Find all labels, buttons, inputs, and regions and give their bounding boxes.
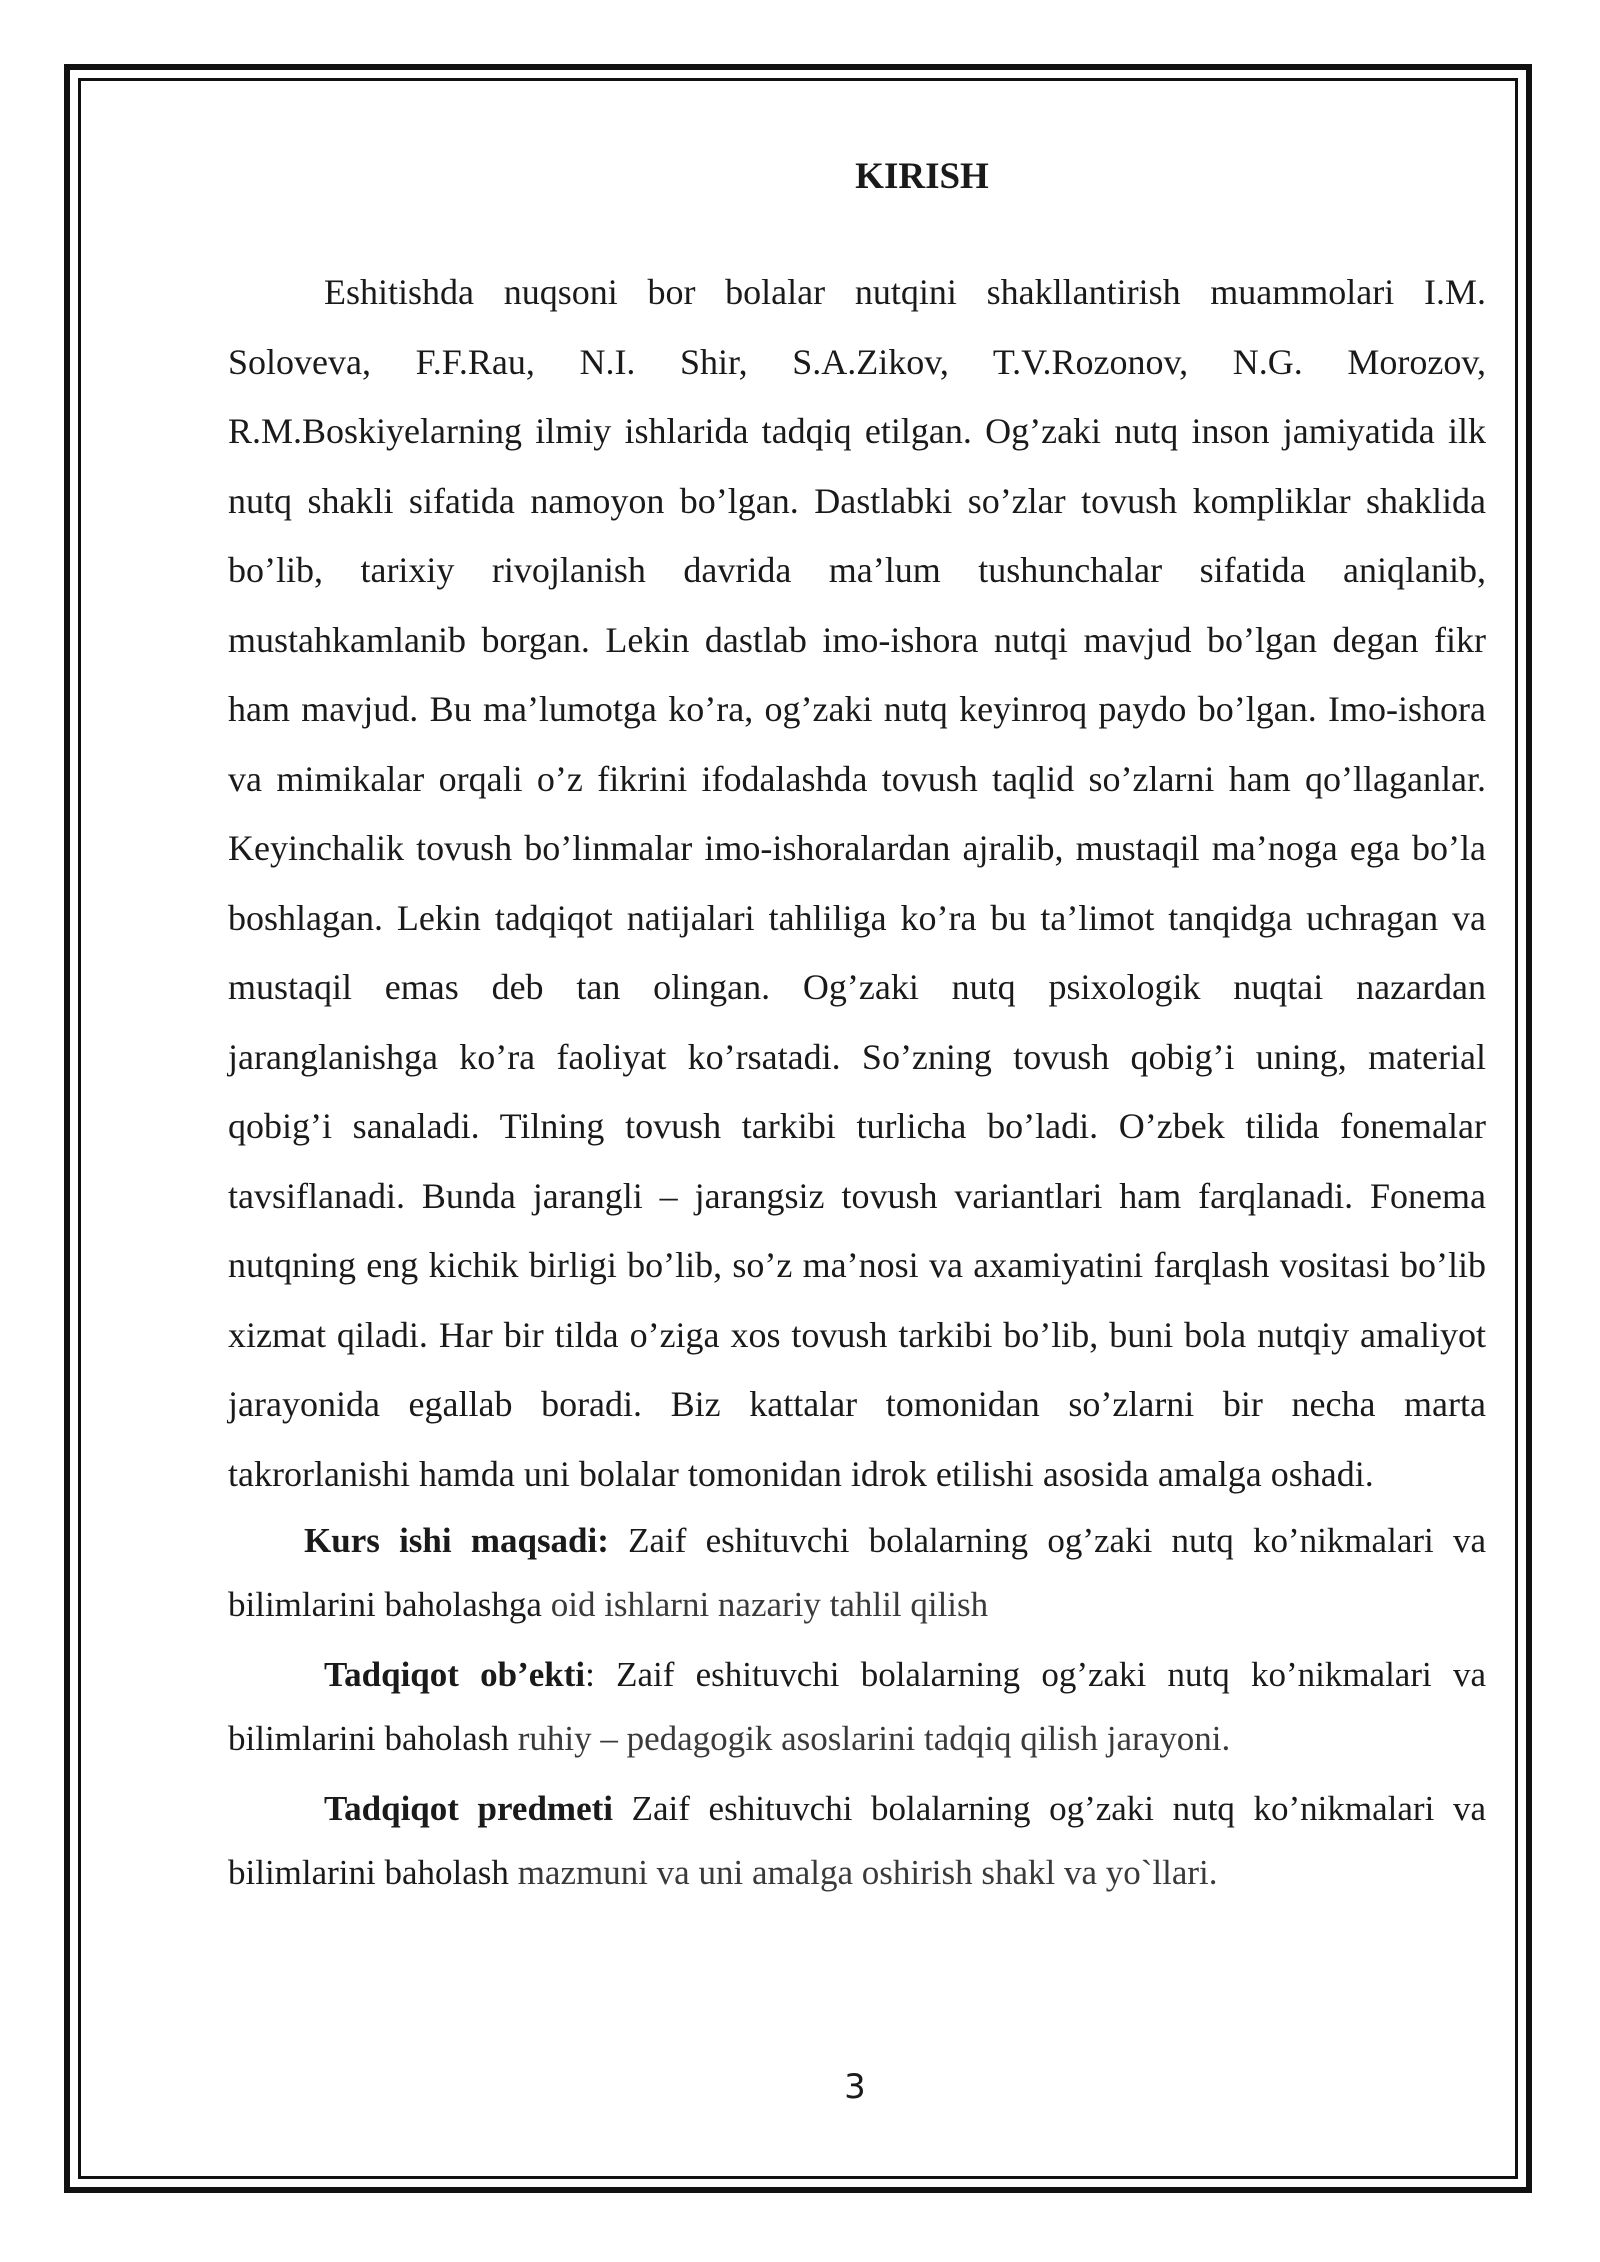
course-goal-paragraph: [228, 1509, 1486, 1637]
research-object-paragraph: [228, 1643, 1486, 1771]
research-object-text: : Zaif eshituvchi bolalarning og’zaki nutq ko’nikmalari va bilimlarini baholash: [228, 1655, 1486, 1758]
course-goal-text-continued: oid ishlarni nazariy tahlil qilish: [541, 1585, 989, 1624]
research-subject-paragraph: [228, 1777, 1486, 1905]
research-subject-label: Tadqiqot predmeti: [324, 1789, 613, 1828]
research-object-label: Tadqiqot ob’ekti: [324, 1655, 586, 1694]
page-number: 3: [844, 2067, 866, 2107]
research-object-text-continued: ruhiy – pedagogik asoslarini tadqiq qilish jarayoni.: [508, 1719, 1231, 1758]
research-subject-text-continued: mazmuni va uni amalga oshirish shakl va yo`llari.: [508, 1853, 1218, 1892]
intro-paragraph: Eshitishda nuqsoni bor bolalar nutqini shakllantirish muammolari I.M. Soloveva, F.F.Rau, N.I. Shir, S.A.Zikov, T.V.Rozonov, N.G. Morozov, R.M.Boskiyelarning ilmiy ishlarida tadqiq etilgan. Og’zaki nutq inson jamiyatida ilk nutq shakli sifatida namoyon bo’lgan. Dastlabki so’zlar tovush kompliklar shaklida bo’lib, tarixiy rivojlanish davrida ma’lum tushunchalar sifatida aniqlanib, mustahkamlanib borgan. Lekin dastlab imo-ishora nutqi mavjud bo’lgan degan fikr ham mavjud. Bu ma’lumotga ko’ra, og’zaki nutq keyinroq paydo bo’lgan. Imo-ishora va mimikalar orqali o’z fikrini ifodalashda tovush taqlid so’zlarni ham qo’llaganlar. Keyinchalik tovush bo’linmalar imo-ishoralardan ajralib, mustaqil ma’noga ega bo’la boshlagan. Lekin tadqiqot natijalari tahliliga ko’ra bu ta’limot tanqidga uchragan va mustaqil emas deb tan olingan. Og’zaki nutq psixologik nuqtai nazardan jaranglanishga ko’ra faoliyat ko’rsatadi. So’zning tovush qobig’i uning, material qobig’i sanaladi. Tilning tovush tarkibi turlicha bo’ladi. O’zbek tilida fonemalar tavsiflanadi. Bunda jarangli – jarangsiz tovush variantlari ham farqlanadi. Fonema nutqning eng kichik birligi bo’lib, so’z ma’nosi va axamiyatini farqlash vositasi bo’lib xizmat qiladi. Har bir tilda o’ziga xos tovush tarkibi bo’lib, buni bola nutqiy amaliyot jarayonida egallab boradi. Biz kattalar tomonidan so’zlarni bir necha marta takrorlanishi hamda uni bolalar tomonidan idrok etilishi asosida amalga oshadi.: [228, 272, 1486, 1494]
page-content: [228, 150, 1486, 1905]
course-goal-label: Kurs ishi maqsadi:: [304, 1521, 609, 1560]
page-title: KIRISH: [855, 156, 989, 197]
course-goal-text: Zaif eshituvchi bolalarning og’zaki nutq ko’nikmalari va bilimlarini baholashga: [228, 1521, 1486, 1624]
research-subject-text: Zaif eshituvchi bolalarning og’zaki nutq ko’nikmalari va bilimlarini baholash: [228, 1789, 1486, 1892]
